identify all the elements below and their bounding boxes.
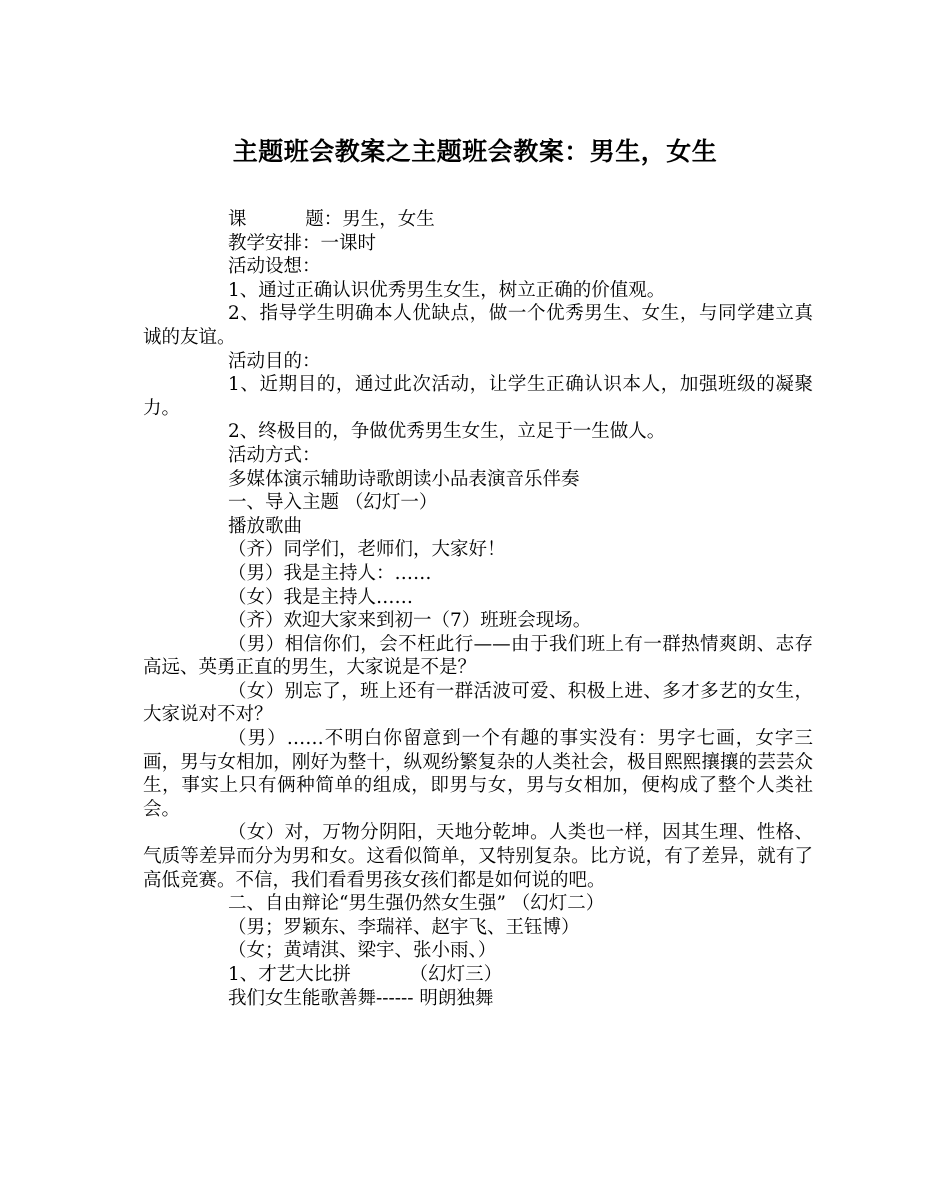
paragraph: 播放歌曲 (228, 515, 303, 537)
paragraph: （女）别忘了，班上还有一群活波可爱、积极上进、多才多艺的女生，大家说对不对？ (143, 680, 813, 726)
paragraph: 1、近期目的，通过此次活动，让学生正确认识本人，加强班级的凝聚力。 (143, 374, 813, 419)
paragraph: 1、通过正确认识优秀男生女生，树立正确的价值观。 (228, 279, 666, 301)
document-title: 主题班会教案之主题班会教案：男生，女生 (232, 137, 718, 166)
paragraph: 课 题：男生，女生 (228, 209, 435, 230)
document-body (143, 208, 813, 1010)
paragraph: （男）我是主持人：…… (228, 562, 432, 584)
paragraph: 1、才艺大比拼 （幻灯三） (228, 964, 503, 985)
paragraph: （男）相信你们，会不枉此行——由于我们班上有一群热情爽朗、志存高远、英勇正直的男生，大家说是不是？ (143, 633, 813, 679)
paragraph: （齐）同学们，老师们，大家好！ (228, 539, 506, 561)
paragraph: （女）对，万物分阴阳，天地分乾坤。人类也一样，因其生理、性格、气质等差异而分为男和女。这看似简单，又特别复杂。比方说，有了差异，就有了高低竞赛。不信，我们看看男孩女孩们都是如何说的吧。 (143, 822, 813, 891)
paragraph: （女）我是主持人…… (228, 586, 414, 608)
paragraph: 2、指导学生明确本人优缺点，做一个优秀男生、女生，与同学建立真诚的友谊。 (143, 303, 813, 348)
paragraph: 活动设想： (228, 256, 321, 278)
paragraph: 我们女生能歌善舞------ 明朗独舞 (228, 987, 494, 1009)
paragraph: 活动方式： (228, 444, 321, 466)
paragraph: 二、自由辩论“男生强仍然女生强” （幻灯二） (228, 893, 605, 915)
paragraph: （男）……不明白你留意到一个有趣的事实没有：男字七画，女字三画，男与女相加，刚好为整十，纵观纷繁复杂的人类社会，极目熙熙攘攘的芸芸众生，事实上只有俩种简单的组成，即男与女，男与女相加，便构成了整个人类社会。 (143, 728, 813, 820)
paragraph: （男；罗颖东、李瑞祥、赵宇飞、王钰博） (228, 916, 580, 938)
paragraph: （齐）欢迎大家来到初一（7）班班会现场。 (228, 610, 592, 632)
paragraph: （女；黄靖淇、梁宇、张小雨、） (228, 940, 497, 962)
paragraph: 活动目的： (228, 350, 321, 372)
paragraph: 2、终极目的，争做优秀男生女生，立足于一生做人。 (228, 421, 666, 443)
paragraph: 教学安排：一课时 (228, 232, 377, 254)
paragraph: 一、导入主题 （幻灯一） (228, 492, 438, 514)
paragraph: 多媒体演示辅助诗歌朗读小品表演音乐伴奏 (228, 468, 580, 490)
